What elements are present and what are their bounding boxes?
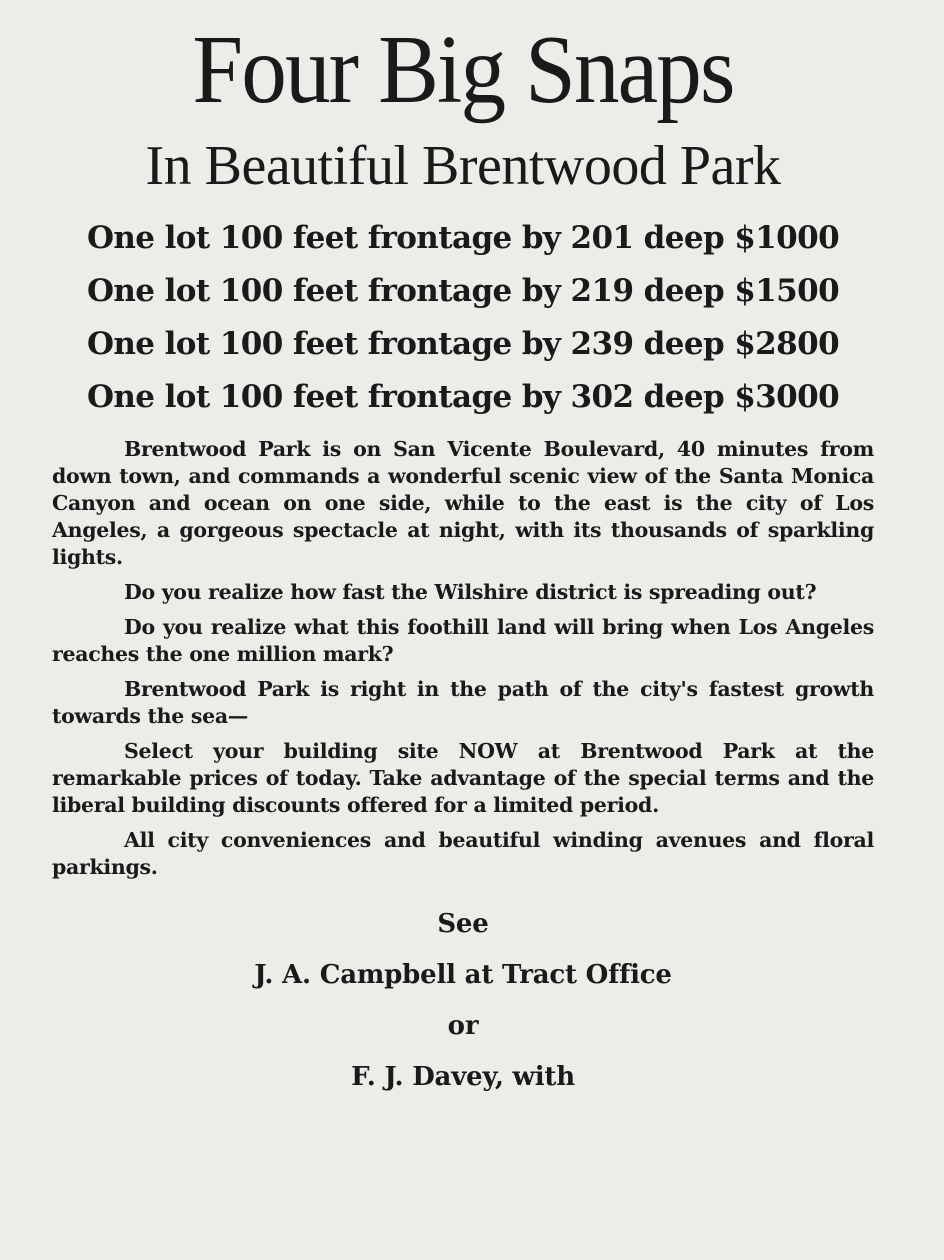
contact-line: F. J. Davey, with	[351, 1062, 575, 1092]
contact-line: J. A. Campbell at Tract Office	[254, 960, 672, 990]
subheadline: In Beautiful Brentwood Park	[145, 135, 781, 197]
body-paragraph: Select your building site NOW at Brentwood Park at the remarkable prices of today. Take advantage of the special terms and the liberal building discounts offered for a limited period.	[52, 739, 874, 817]
contact-block	[52, 899, 874, 1103]
contact-line: See	[437, 909, 489, 939]
body-paragraph: Do you realize what this foothill land will bring when Los Angeles reaches the one million mark?	[52, 615, 874, 666]
lot-listing: One lot 100 feet frontage by 302 deep $3000	[86, 379, 840, 415]
body-paragraph: All city conveniences and beautiful winding avenues and floral parkings.	[52, 828, 874, 879]
lot-listing: One lot 100 feet frontage by 219 deep $1500	[86, 273, 840, 309]
lot-listing: One lot 100 feet frontage by 201 deep $1000	[86, 220, 840, 256]
body-paragraph: Brentwood Park is right in the path of the city's fastest growth towards the sea—	[52, 677, 874, 728]
lot-price-list	[52, 212, 874, 424]
body-paragraph: Brentwood Park is on San Vicente Boulevard, 40 minutes from down town, and commands a wonderful scenic view of the Santa Monica Canyon and ocean on one side, while to the east is the city of Los Angeles, a gorgeous spectacle at night, with its thousands of sparkling lights.	[52, 437, 874, 569]
headline: Four Big Snaps	[192, 16, 734, 124]
body-paragraph: Do you realize how fast the Wilshire district is spreading out?	[124, 580, 817, 604]
ad-body	[52, 436, 874, 881]
contact-line: or	[447, 1011, 479, 1041]
lot-listing: One lot 100 feet frontage by 239 deep $2800	[86, 326, 840, 362]
